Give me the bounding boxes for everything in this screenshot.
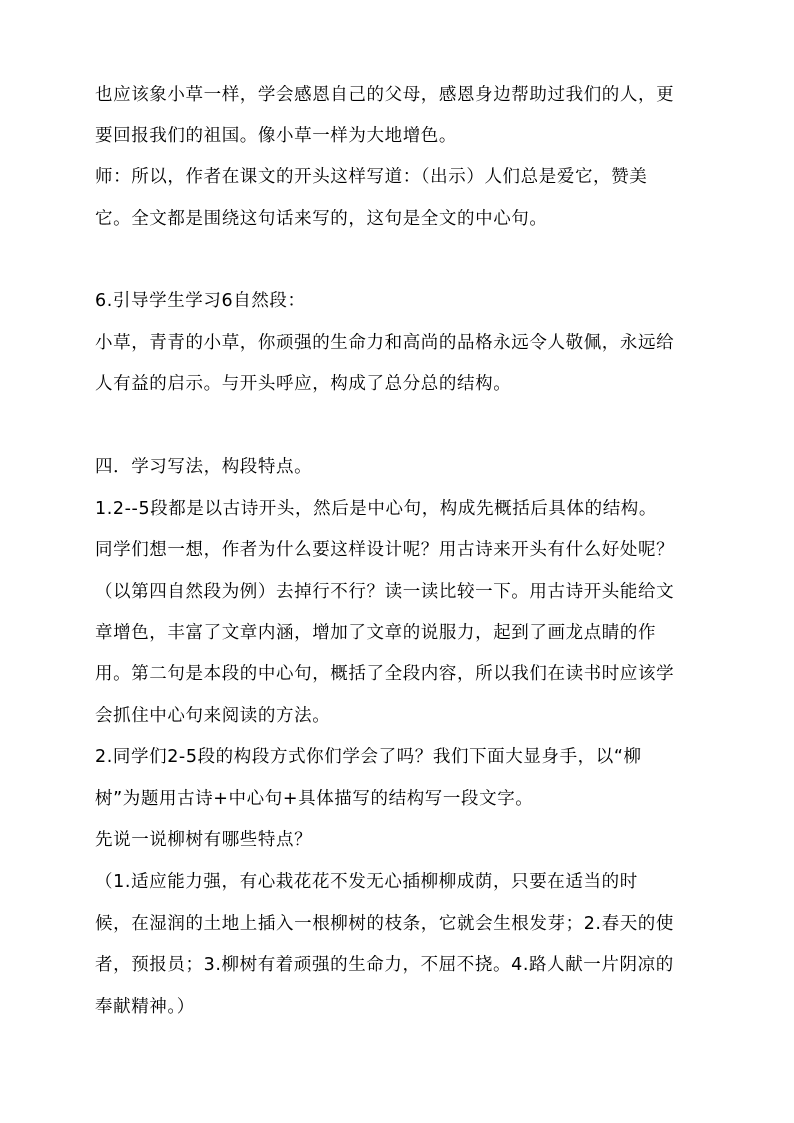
item-2-line-2: 树”为题用古诗+中心句+具体描写的结构写一段文字。 xyxy=(95,789,534,809)
item-1-line-1: 1.2--5段都是以古诗开头，然后是中心句，构成先概括后具体的结构。 xyxy=(95,499,657,519)
willow-answer-line-2: 候，在湿润的土地上插入一根柳树的枝条，它就会生根发芽；2.春天的使 xyxy=(95,914,674,934)
willow-question: 先说一说柳树有哪些特点？ xyxy=(95,830,313,850)
item-1-line-3: （以第四自然段为例）去掉行不行？读一读比较一下。用古诗开头能给文 xyxy=(95,582,675,602)
step-6-text-line-2: 人有益的启示。与开头呼应，构成了总分总的结构。 xyxy=(95,374,512,394)
step-6-text-line-1: 小草，青青的小草，你顽强的生命力和高尚的品格永远令人敬佩，永远给 xyxy=(95,333,675,353)
item-1-line-4: 章增色，丰富了文章内涵，增加了文章的说服力，起到了画龙点睛的作 xyxy=(95,623,657,643)
item-1-line-5: 用。第二句是本段的中心句，概括了全段内容，所以我们在读书时应该学 xyxy=(95,664,675,684)
paragraph-gratitude-line-2: 要回报我们的祖国。像小草一样为大地增色。 xyxy=(95,126,457,146)
willow-answer-line-3: 者，预报员；3.柳树有着顽强的生命力，不屈不挠。4.路人献一片阴凉的 xyxy=(95,955,674,975)
step-6-heading: 6.引导学生学习6自然段： xyxy=(95,291,306,311)
teacher-remark-line-1: 师：所以，作者在课文的开头这样写道：（出示）人们总是爱它，赞美 xyxy=(95,167,648,187)
item-1-line-2: 同学们想一想，作者为什么要这样设计呢？用古诗来开头有什么好处呢？ xyxy=(95,540,675,560)
item-1-line-6: 会抓住中心句来阅读的方法。 xyxy=(95,706,331,726)
paragraph-gratitude-line-1: 也应该象小草一样，学会感恩自己的父母，感恩身边帮助过我们的人，更 xyxy=(95,85,675,105)
teacher-remark-line-2: 它。全文都是围绕这句话来写的，这句是全文的中心句。 xyxy=(95,209,548,229)
willow-answer-line-1: （1.适应能力强，有心栽花花不发无心插柳柳成荫，只要在适当的时 xyxy=(95,872,638,892)
section-4-heading: 四．学习写法，构段特点。 xyxy=(95,457,313,477)
willow-answer-line-4: 奉献精神。） xyxy=(95,997,195,1017)
item-2-line-1: 2.同学们2-5段的构段方式你们学会了吗？我们下面大显身手，以“柳 xyxy=(95,747,642,767)
